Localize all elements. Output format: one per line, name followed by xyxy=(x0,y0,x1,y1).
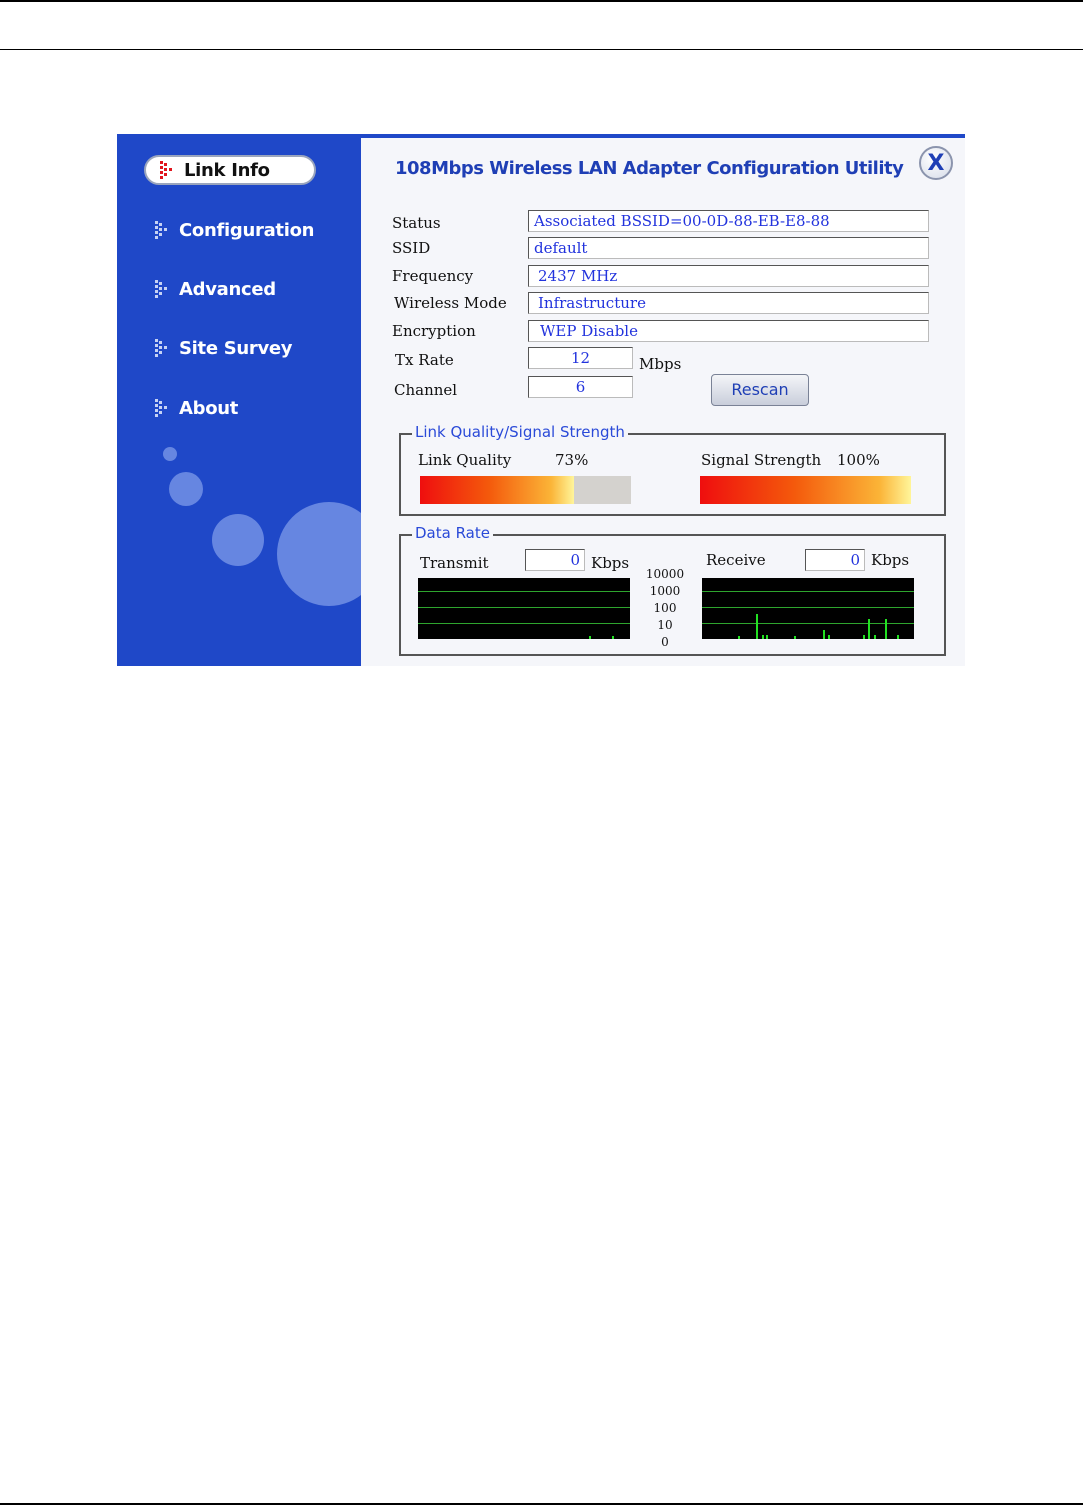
transmit-value: 0 xyxy=(525,549,585,571)
sidebar-item-label: Link Info xyxy=(184,159,270,181)
encryption-label: Encryption xyxy=(392,322,476,340)
status-field: Associated BSSID=00-0D-88-EB-E8-88 xyxy=(528,210,929,232)
page-top-rule xyxy=(0,0,1083,2)
page-bottom-rule xyxy=(0,1503,1083,1505)
wireless-mode-field: Infrastructure xyxy=(528,292,929,314)
signal-strength-value: 100% xyxy=(837,451,880,469)
rate-scale xyxy=(645,566,685,651)
ssid-label: SSID xyxy=(392,239,431,257)
sidebar xyxy=(117,134,361,666)
sidebar-item-site-survey[interactable] xyxy=(155,333,292,363)
transmit-graph xyxy=(418,578,630,639)
decor-bubble xyxy=(169,472,203,506)
decor-bubble xyxy=(277,502,361,606)
receive-value: 0 xyxy=(805,549,865,571)
nav-dots-icon xyxy=(155,399,169,417)
config-utility-window xyxy=(117,134,965,666)
tx-rate-label: Tx Rate xyxy=(395,351,454,369)
receive-unit: Kbps xyxy=(871,551,910,569)
receive-graph xyxy=(702,578,914,639)
page-header-rule xyxy=(0,49,1083,50)
channel-field: 6 xyxy=(528,376,633,398)
nav-dots-icon xyxy=(160,161,174,179)
sidebar-item-label: Advanced xyxy=(179,278,276,300)
sidebar-item-label: Configuration xyxy=(179,219,315,241)
link-quality-bar-fill xyxy=(420,476,574,504)
rescan-button[interactable]: Rescan xyxy=(711,374,809,406)
close-button[interactable] xyxy=(919,146,953,180)
wireless-mode-label: Wireless Mode xyxy=(394,294,507,312)
main-panel xyxy=(361,134,965,666)
channel-label: Channel xyxy=(394,381,458,399)
tx-rate-field: 12 xyxy=(528,347,633,369)
rate-scale-tick: 10000 xyxy=(645,567,685,581)
transmit-unit: Kbps xyxy=(591,554,630,572)
sidebar-item-link-info[interactable] xyxy=(144,155,316,185)
sidebar-item-about[interactable] xyxy=(155,393,238,423)
data-rate-group xyxy=(399,524,946,656)
tx-rate-unit: Mbps xyxy=(639,355,682,373)
nav-dots-icon xyxy=(155,339,169,357)
link-quality-group xyxy=(399,423,946,516)
status-label: Status xyxy=(392,214,441,232)
frequency-field: 2437 MHz xyxy=(528,265,929,287)
decor-bubble xyxy=(212,514,264,566)
signal-strength-bar xyxy=(700,476,911,504)
signal-strength-bar-fill xyxy=(700,476,911,504)
nav-dots-icon xyxy=(155,221,169,239)
decor-bubble xyxy=(163,447,177,461)
link-quality-bar xyxy=(420,476,631,504)
window-title: 108Mbps Wireless LAN Adapter Configuration Utility xyxy=(395,158,904,179)
sidebar-item-advanced[interactable] xyxy=(155,274,276,304)
transmit-label: Transmit xyxy=(420,554,489,572)
signal-strength-label: Signal Strength xyxy=(701,451,822,469)
nav-dots-icon xyxy=(155,280,169,298)
link-quality-value: 73% xyxy=(555,451,589,469)
sidebar-item-configuration[interactable] xyxy=(155,215,314,245)
sidebar-item-label: About xyxy=(179,397,239,419)
rate-scale-tick: 100 xyxy=(653,601,677,615)
close-icon: X xyxy=(927,150,945,176)
encryption-field: WEP Disable xyxy=(528,320,929,342)
ssid-field: default xyxy=(528,237,929,259)
link-quality-label: Link Quality xyxy=(418,451,512,469)
rate-scale-tick: 1000 xyxy=(649,584,681,598)
link-quality-group-title: Link Quality/Signal Strength xyxy=(412,423,628,441)
sidebar-item-label: Site Survey xyxy=(179,337,293,359)
data-rate-group-title: Data Rate xyxy=(412,524,493,542)
rate-scale-tick: 10 xyxy=(657,618,673,632)
rate-scale-tick: 0 xyxy=(661,635,669,649)
frequency-label: Frequency xyxy=(392,267,474,285)
receive-label: Receive xyxy=(706,551,766,569)
